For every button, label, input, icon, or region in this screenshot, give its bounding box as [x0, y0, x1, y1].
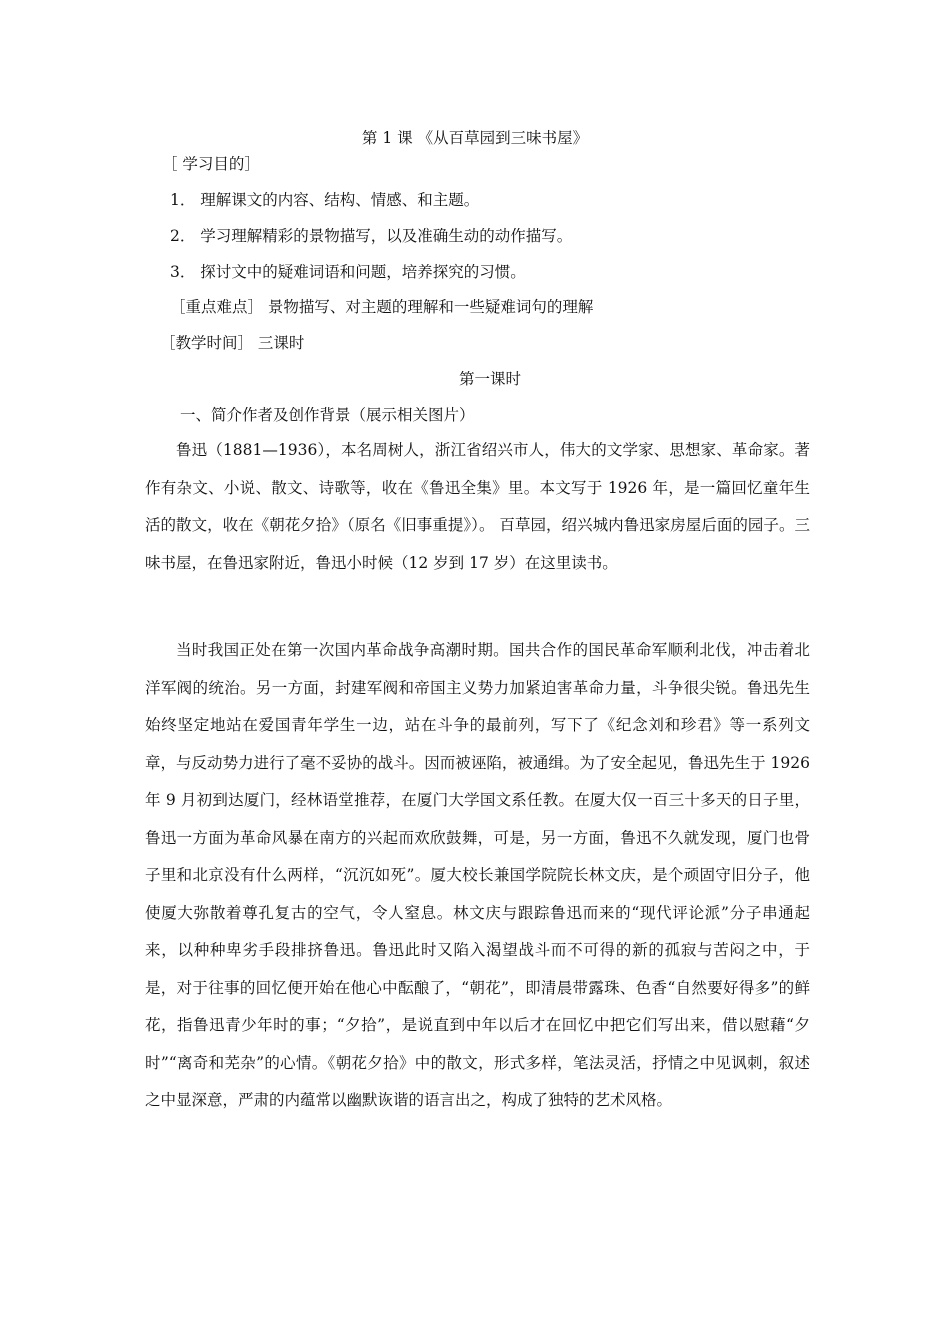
objective-item: 1． 理解课文的内容、结构、情感、和主题。 [170, 191, 480, 209]
paragraph-background: 当时我国正处在第一次国内革命战争高潮时期。国共合作的国民革命军顺利北伐，冲击着北洋军阀的统治。另一方面，封建军阀和帝国主义势力加紧迫害革命力量，斗争很尖锐。鲁迅先生始终坚定地站在爱国青年学生一边，站在斗争的最前列，写下了《纪念刘和珍君》等一系列文章，与反动势力进行了毫不妥协的战斗。因而被诬陷，被通缉。为了安全起见，鲁迅先生于 1926 年 9 月初到达厦门，经林语堂推荐，在厦门大学国文系任教。在厦大仅一百三十多天的日子里，鲁迅一方面为革命风暴在南方的兴起而欢欣鼓舞，可是，另一方面，鲁迅不久就发现，厦门也骨子里和北京没有什么两样，“沉沉如死”。厦大校长兼国学院院长林文庆，是个顽固守旧分子，他使厦大弥散着尊孔复古的空气，令人窒息。林文庆与跟踪鲁迅而来的“现代评论派”分子串通起来，以种种卑劣手段排挤鲁迅。鲁迅此时又陷入渴望战斗而不可得的新的孤寂与苦闷之中，于是，对于往事的回忆便开始在他心中酝酿了，“朝花”，即清晨带露珠、色香“自然要好得多”的鲜花，指鲁迅青少年时的事；“夕拾”，是说直到中年以后才在回忆中把它们写出来，借以慰藉“夕时”“离奇和芜杂”的心情。《朝花夕拾》中的散文，形式多样，笔法灵活，抒情之中见讽刺，叙述之中显深意，严肃的内蕴常以幽默诙谐的语言出之，构成了独特的艺术风格。 [145, 641, 810, 1109]
objective-item: 3． 探讨文中的疑难词语和问题，培养探究的习惯。 [170, 263, 526, 281]
objective-item: 2． 学习理解精彩的景物描写，以及准确生动的动作描写。 [170, 227, 573, 245]
teaching-time-line: ［教学时间］ 三课时 [160, 334, 305, 352]
section-heading: 一、简介作者及创作背景（展示相关图片） [180, 406, 475, 424]
objectives-heading: ［ 学习目的］ [162, 155, 260, 173]
paragraph-author-intro: 鲁迅（1881—1936），本名周树人，浙江省绍兴市人，伟大的文学家、思想家、革命家。著作有杂文、小说、散文、诗歌等，收在《鲁迅全集》里。本文写于 1926 年，是一篇回忆童年生活的散文，收在《朝花夕拾》（原名《旧事重提》）。 百草园，绍兴城内鲁迅家房屋后面的园子。三味书屋，在鲁迅家附近，鲁迅小时候（12 岁到 17 岁）在这里读书。 [145, 441, 810, 572]
key-points-line: ［重点难点］ 景物描写、对主题的理解和一些疑难词句的理解 [170, 298, 594, 316]
lesson-heading: 第一课时 [459, 370, 522, 388]
lesson-title: 第 1 课 《从百草园到三味书屋》 [361, 129, 589, 147]
